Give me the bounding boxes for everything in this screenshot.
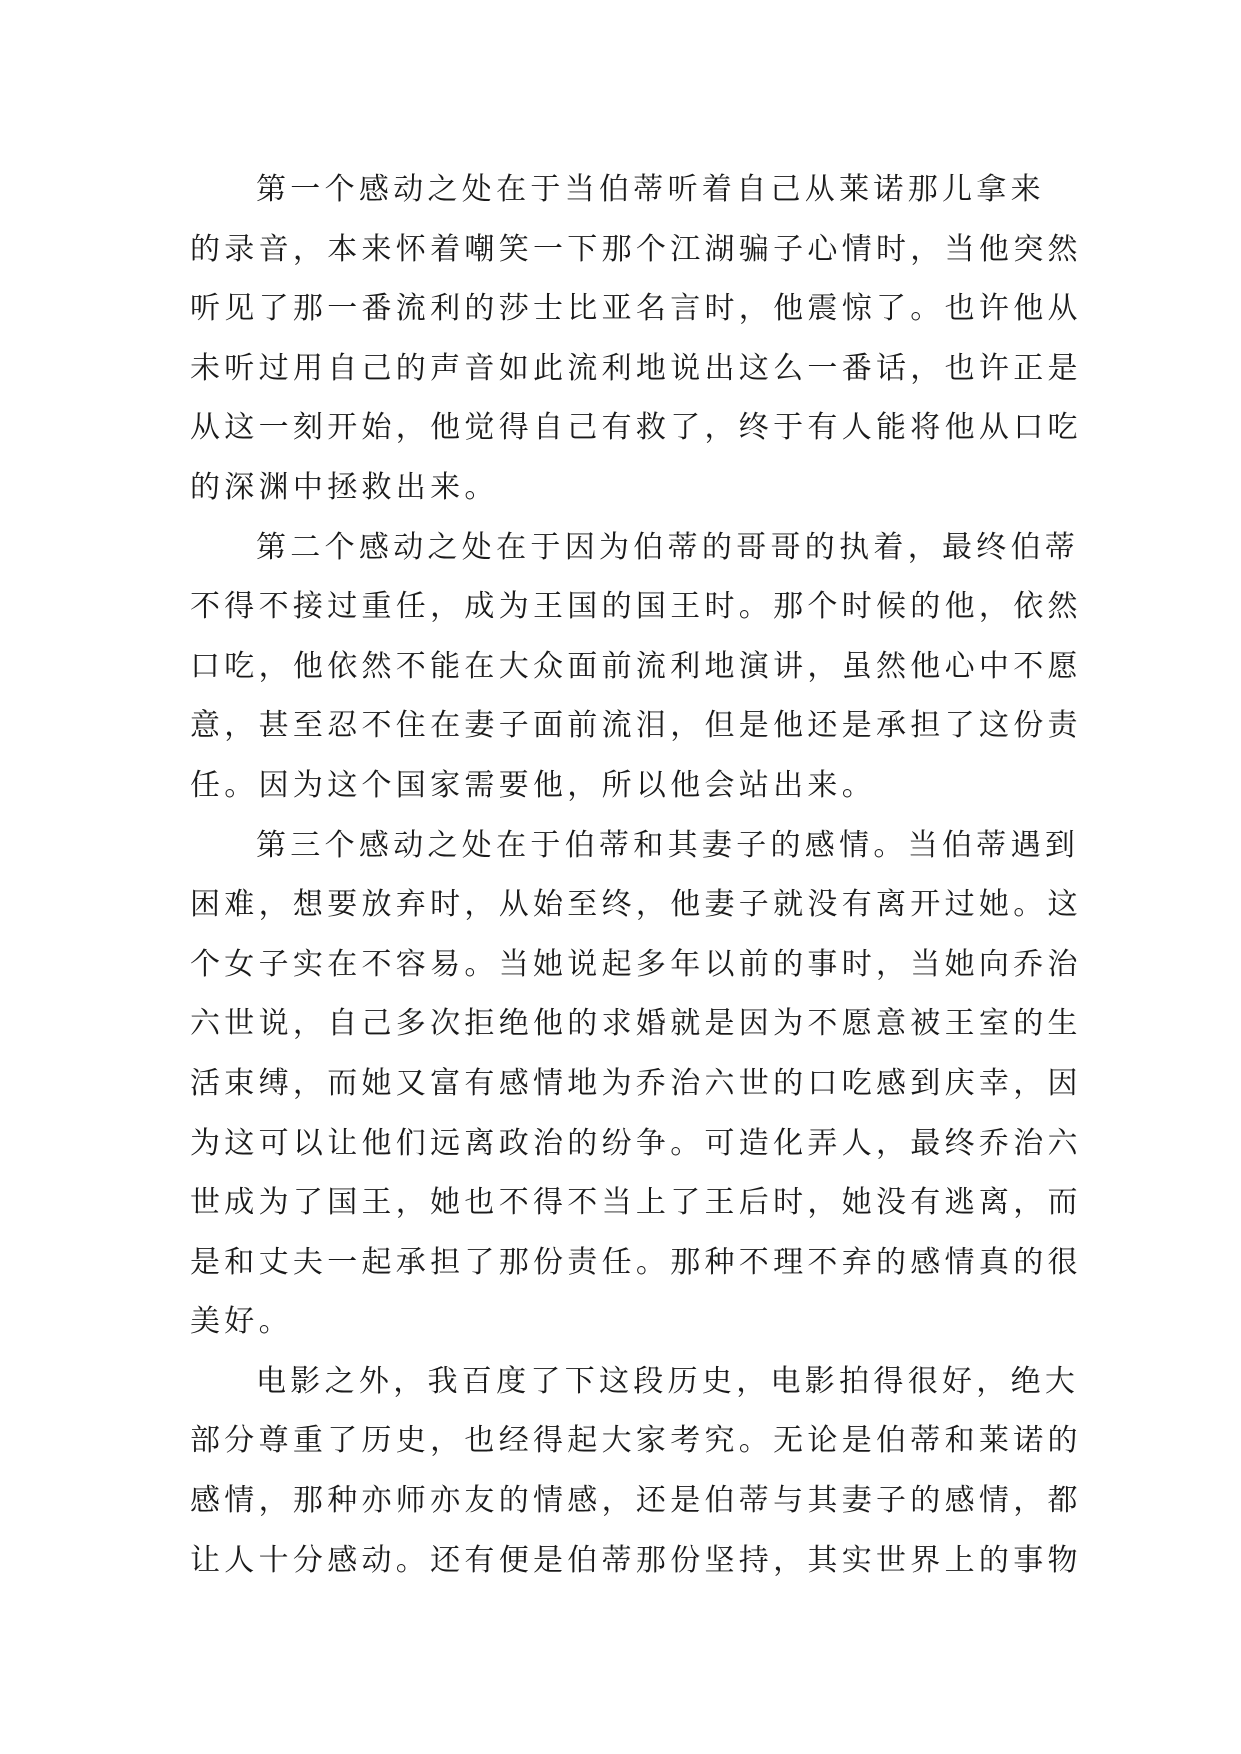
paragraph-3 [190,816,1082,1352]
paragraph-4 [190,1352,1082,1590]
text-line: 感情，那种亦师亦友的情感，还是伯蒂与其妻子的感情，都 [190,1483,1082,1519]
text-line: 意，甚至忍不住在妻子面前流泪，但是他还是承担了这份责 [190,708,1082,744]
text-line: 未听过用自己的声音如此流利地说出这么一番话，也许正是 [190,350,1082,386]
text-line: 活束缚，而她又富有感情地为乔治六世的口吃感到庆幸，因 [190,1065,1082,1101]
text-line: 电影之外，我百度了下这段历史，电影拍得很好，绝大 [256,1363,1080,1399]
text-line: 第二个感动之处在于因为伯蒂的哥哥的执着，最终伯蒂 [256,529,1080,565]
text-line: 听见了那一番流利的莎士比亚名言时，他震惊了。也许他从 [190,291,1082,327]
text-line: 困难，想要放弃时，从始至终，他妻子就没有离开过她。这 [190,887,1082,923]
text-line: 世成为了国王，她也不得不当上了王后时，她没有逃离，而 [190,1185,1082,1221]
text-line: 从这一刻开始，他觉得自己有救了，终于有人能将他从口吃 [190,410,1082,446]
text-line: 让人十分感动。还有便是伯蒂那份坚持，其实世界上的事物 [190,1542,1082,1578]
text-line: 个女子实在不容易。当她说起多年以前的事时，当她向乔治 [190,946,1082,982]
text-line: 的录音，本来怀着嘲笑一下那个江湖骗子心情时，当他突然 [190,231,1082,267]
text-line: 是和丈夫一起承担了那份责任。那种不理不弃的感情真的很 [190,1244,1082,1280]
text-line: 为这可以让他们远离政治的纷争。可造化弄人，最终乔治六 [190,1125,1082,1161]
text-line: 第三个感动之处在于伯蒂和其妻子的感情。当伯蒂遇到 [256,827,1080,863]
text-line: 第一个感动之处在于当伯蒂听着自己从莱诺那儿拿来 [256,172,1045,207]
text-line: 部分尊重了历史，也经得起大家考究。无论是伯蒂和莱诺的 [190,1423,1082,1459]
text-line: 的深渊中拯救出来。 [190,469,499,505]
text-line: 六世说，自己多次拒绝他的求婚就是因为不愿意被王室的生 [190,1006,1082,1042]
text-line: 美好。 [190,1304,293,1340]
paragraph-2 [190,518,1082,816]
text-line: 任。因为这个国家需要他，所以他会站出来。 [190,767,876,803]
paragraph-1 [190,160,1082,518]
document-body [190,160,1082,1590]
text-line: 不得不接过重任，成为王国的国王时。那个时候的他，依然 [190,589,1082,625]
text-line: 口吃，他依然不能在大众面前流利地演讲，虽然他心中不愿 [190,648,1082,684]
